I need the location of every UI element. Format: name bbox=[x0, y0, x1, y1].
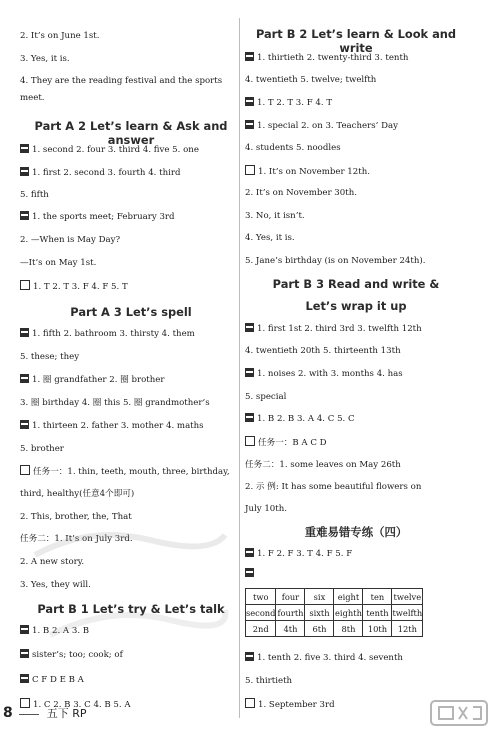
answer-line: 1. F 2. F 3. T 4. F 5. F bbox=[245, 548, 352, 560]
answer-line: 2. 示 例: It has some beautiful flowers on bbox=[245, 482, 422, 492]
section-title-b3: Part B 3 Read and write & bbox=[272, 277, 440, 291]
exercise-marker-icon bbox=[245, 120, 254, 129]
answer-line: 1. 圈 grandfather 2. 圈 brother bbox=[20, 374, 164, 386]
section-title-a3: Part A 3 Let’s spell bbox=[70, 305, 192, 319]
answer-line: 1. C 2. B 3. C 4. B 5. A bbox=[20, 698, 131, 711]
exercise-marker-icon bbox=[20, 328, 29, 337]
table-cell: second bbox=[246, 605, 276, 621]
answer-line: 1. thirteen 2. father 3. mother 4. maths bbox=[20, 420, 204, 432]
answer-line: 4. twentieth 5. twelve; twelfth bbox=[245, 75, 377, 85]
publisher-logo-icon bbox=[426, 699, 492, 729]
answer-line: 2. It’s on June 1st. bbox=[20, 31, 100, 41]
table-cell: fourth bbox=[276, 605, 305, 621]
page-footer bbox=[3, 705, 87, 721]
answer-line: 1. noises 2. with 3. months 4. has bbox=[245, 368, 403, 380]
section-title-b2: Part B 2 Let’s learn & Look and write bbox=[255, 27, 457, 55]
answer-line: 1. September 3rd bbox=[245, 698, 335, 711]
answer-line: 2. —When is May Day? bbox=[20, 235, 121, 245]
answer-line: 3. Yes, it is. bbox=[20, 54, 70, 64]
answer-line: 4. students 5. noodles bbox=[245, 143, 341, 153]
table-cell: 2nd bbox=[246, 621, 276, 637]
ordinal-table bbox=[245, 588, 423, 637]
exercise-marker-icon bbox=[20, 144, 29, 153]
table-cell: 6th bbox=[305, 621, 334, 637]
answer-line: 5. these; they bbox=[20, 352, 80, 362]
table-cell: eight bbox=[334, 589, 363, 605]
exercise-marker-icon bbox=[245, 436, 255, 446]
table-cell: sixth bbox=[305, 605, 334, 621]
exercise-marker-icon bbox=[245, 652, 254, 661]
answer-line: 5. brother bbox=[20, 444, 64, 454]
exercise-marker-icon bbox=[20, 625, 29, 634]
table-cell: twelfth bbox=[392, 605, 423, 621]
exercise-marker-icon bbox=[20, 649, 29, 658]
answer-line: 5. Jane’s birthday (is on November 24th). bbox=[245, 256, 426, 266]
answer-line: 1. second 2. four 3. third 4. five 5. one bbox=[20, 144, 199, 156]
answer-line: 任务二：1. some leaves on May 26th bbox=[245, 460, 401, 470]
table-row bbox=[246, 589, 423, 605]
answer-line: 1. T 2. T 3. F 4. T bbox=[245, 97, 332, 109]
answer-line: sister’s; too; cook; of bbox=[20, 649, 123, 661]
exercise-marker-icon bbox=[245, 52, 254, 61]
answer-line: July 10th. bbox=[245, 504, 287, 514]
exercise-marker-icon bbox=[245, 323, 254, 332]
table-row bbox=[246, 605, 423, 621]
answer-line: 1. the sports meet; February 3rd bbox=[20, 211, 175, 223]
footer-rule bbox=[19, 714, 39, 715]
table-cell: 8th bbox=[334, 621, 363, 637]
table-cell: 4th bbox=[276, 621, 305, 637]
answer-line: 1. fifth 2. bathroom 3. thirsty 4. them bbox=[20, 328, 195, 340]
page-number: 8 bbox=[3, 705, 13, 721]
table-cell: two bbox=[246, 589, 276, 605]
answer-line: 2. This, brother, the, That bbox=[20, 512, 132, 522]
grade-label: 五下 RP bbox=[46, 707, 87, 720]
exercise-marker-icon bbox=[245, 413, 254, 422]
table-cell: 12th bbox=[392, 621, 423, 637]
section-title-b1: Part B 1 Let’s try & Let’s talk bbox=[37, 602, 225, 616]
table-cell: twelve bbox=[392, 589, 423, 605]
section-title-a2: Part A 2 Let’s learn & Ask and answer bbox=[34, 119, 228, 147]
answer-line: 任务二：1. It’s on July 3rd. bbox=[20, 534, 133, 544]
section-subtitle-b3: Let’s wrap it up bbox=[305, 299, 407, 313]
answer-line: 5. special bbox=[245, 392, 287, 402]
section-title-review: 重难易错专练（四） bbox=[304, 525, 408, 539]
exercise-marker-icon bbox=[245, 548, 254, 557]
table-cell: eighth bbox=[334, 605, 363, 621]
answer-line: 1. thirtieth 2. twenty-third 3. tenth bbox=[245, 52, 408, 64]
answer-line: 4. They are the reading festival and the sports bbox=[20, 76, 223, 86]
answer-line: 4. twentieth 20th 5. thirteenth 13th bbox=[245, 346, 401, 356]
answer-line: 3. Yes, they will. bbox=[20, 580, 91, 590]
answer-line: 1. B 2. B 3. A 4. C 5. C bbox=[245, 413, 355, 425]
answer-line: 3. No, it isn’t. bbox=[245, 211, 305, 221]
exercise-marker-icon bbox=[245, 568, 254, 577]
answer-line: 3. 圈 birthday 4. 圈 this 5. 圈 grandmother’s bbox=[20, 398, 210, 408]
exercise-marker-icon bbox=[20, 420, 29, 429]
answer-line bbox=[245, 568, 257, 580]
answer-line: third, healthy(任意4个即可) bbox=[20, 489, 135, 499]
exercise-marker-icon bbox=[20, 211, 29, 220]
answer-line: 2. It’s on November 30th. bbox=[245, 188, 357, 198]
exercise-marker-icon bbox=[245, 97, 254, 106]
table-cell: six bbox=[305, 589, 334, 605]
table-cell: ten bbox=[363, 589, 392, 605]
answer-line: 1. first 2. second 3. fourth 4. third bbox=[20, 167, 180, 179]
exercise-marker-icon bbox=[20, 280, 30, 290]
exercise-marker-icon bbox=[245, 698, 255, 708]
answer-line: 4. Yes, it is. bbox=[245, 233, 295, 243]
answer-line: 2. A new story. bbox=[20, 557, 85, 567]
answer-line: 1. special 2. on 3. Teachers’ Day bbox=[245, 120, 398, 132]
answer-line: —It’s on May 1st. bbox=[20, 258, 97, 268]
exercise-marker-icon bbox=[245, 368, 254, 377]
exercise-marker-icon bbox=[20, 374, 29, 383]
answer-line: 1. first 1st 2. third 3rd 3. twelfth 12th bbox=[245, 323, 422, 335]
answer-line: 1. tenth 2. five 3. third 4. seventh bbox=[245, 652, 403, 664]
answer-line: 5. thirtieth bbox=[245, 676, 293, 686]
table-row bbox=[246, 621, 423, 637]
answer-line: C F D E B A bbox=[20, 674, 84, 686]
exercise-marker-icon bbox=[245, 165, 255, 175]
exercise-marker-icon bbox=[20, 465, 30, 475]
answer-line: meet. bbox=[20, 93, 45, 103]
answer-line: 任务一：B A C D bbox=[245, 436, 327, 449]
table-cell: four bbox=[276, 589, 305, 605]
answer-line: 1. B 2. A 3. B bbox=[20, 625, 89, 637]
answer-line: 5. fifth bbox=[20, 190, 49, 200]
table-cell: tenth bbox=[363, 605, 392, 621]
exercise-marker-icon bbox=[20, 167, 29, 176]
table-cell: 10th bbox=[363, 621, 392, 637]
exercise-marker-icon bbox=[20, 674, 29, 683]
answer-line: 1. It’s on November 12th. bbox=[245, 165, 370, 178]
answer-line: 1. T 2. T 3. F 4. F 5. T bbox=[20, 280, 128, 293]
answer-line: 任务一：1. thin, teeth, mouth, three, birthday, bbox=[20, 465, 230, 478]
